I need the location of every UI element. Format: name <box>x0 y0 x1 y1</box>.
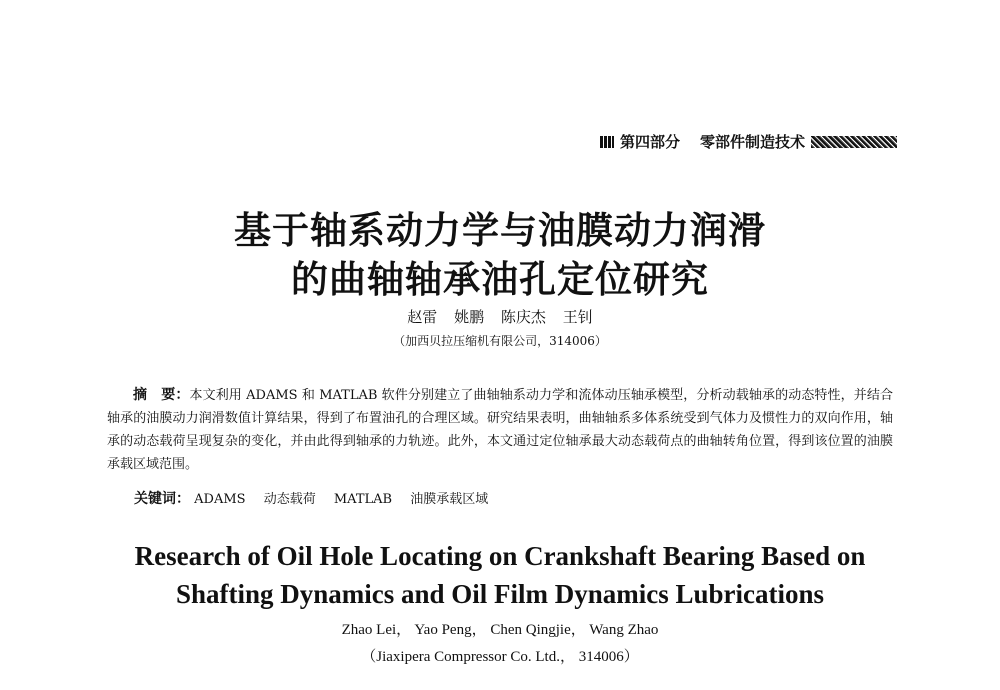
author-cn: 王钊 <box>562 308 593 326</box>
chinese-authors <box>0 306 1000 327</box>
chinese-title-line-1: 基于轴系动力学与油膜动力润滑 <box>234 208 766 252</box>
keyword-item: 油膜承载区域 <box>410 492 489 507</box>
keyword-item: ADAMS <box>194 492 246 507</box>
header-left-ornament <box>600 136 614 148</box>
english-affiliation: （Jiaxipera Compressor Co. Ltd.， 314006） <box>361 649 639 665</box>
abstract-label: 摘 要： <box>133 387 190 403</box>
chinese-affiliation: （加西贝拉压缩机有限公司，314006） <box>393 334 607 348</box>
header-section-label: 第四部分 <box>619 133 680 151</box>
abstract <box>107 384 893 476</box>
keywords-label: 关键词： <box>134 491 190 507</box>
english-authors: Zhao Lei， Yao Peng， Chen Qingjie， Wang Zhao <box>341 622 659 638</box>
author-cn: 陈庆杰 <box>500 308 546 326</box>
keyword-item: 动态载荷 <box>263 492 316 507</box>
abstract-text: 本文利用 ADAMS 和 MATLAB 软件分别建立了曲轴轴系动力学和流体动压轴承模型，分析动载轴承的动态特性，并结合轴承的油膜动力润滑数值计算结果，得到了布置油孔的合理区域。研究结果表明，曲轴轴系多体系统受到气体力及惯性力的双向作用，轴承的动态载荷呈现复杂的变化，并由此得到轴承的力轨迹。此外，本文通过定位轴承最大动态载荷点的曲轴转角位置，得到该位置的油膜承载区域范围。 <box>107 388 894 472</box>
author-cn: 赵雷 <box>407 308 438 326</box>
chinese-title-line-2: 的曲轴轴承油孔定位研究 <box>291 257 709 301</box>
author-cn: 姚鹏 <box>454 308 485 326</box>
section-header <box>600 131 897 152</box>
header-right-ornament <box>811 136 897 148</box>
header-topic-label: 零部件制造技术 <box>699 133 805 151</box>
keyword-item: MATLAB <box>333 492 393 507</box>
english-title-line-1: Research of Oil Hole Locating on Crankshaft Bearing Based on <box>134 541 866 571</box>
english-title-line-2: Shafting Dynamics and Oil Film Dynamics Lubrications <box>175 579 825 609</box>
keywords <box>134 488 502 508</box>
